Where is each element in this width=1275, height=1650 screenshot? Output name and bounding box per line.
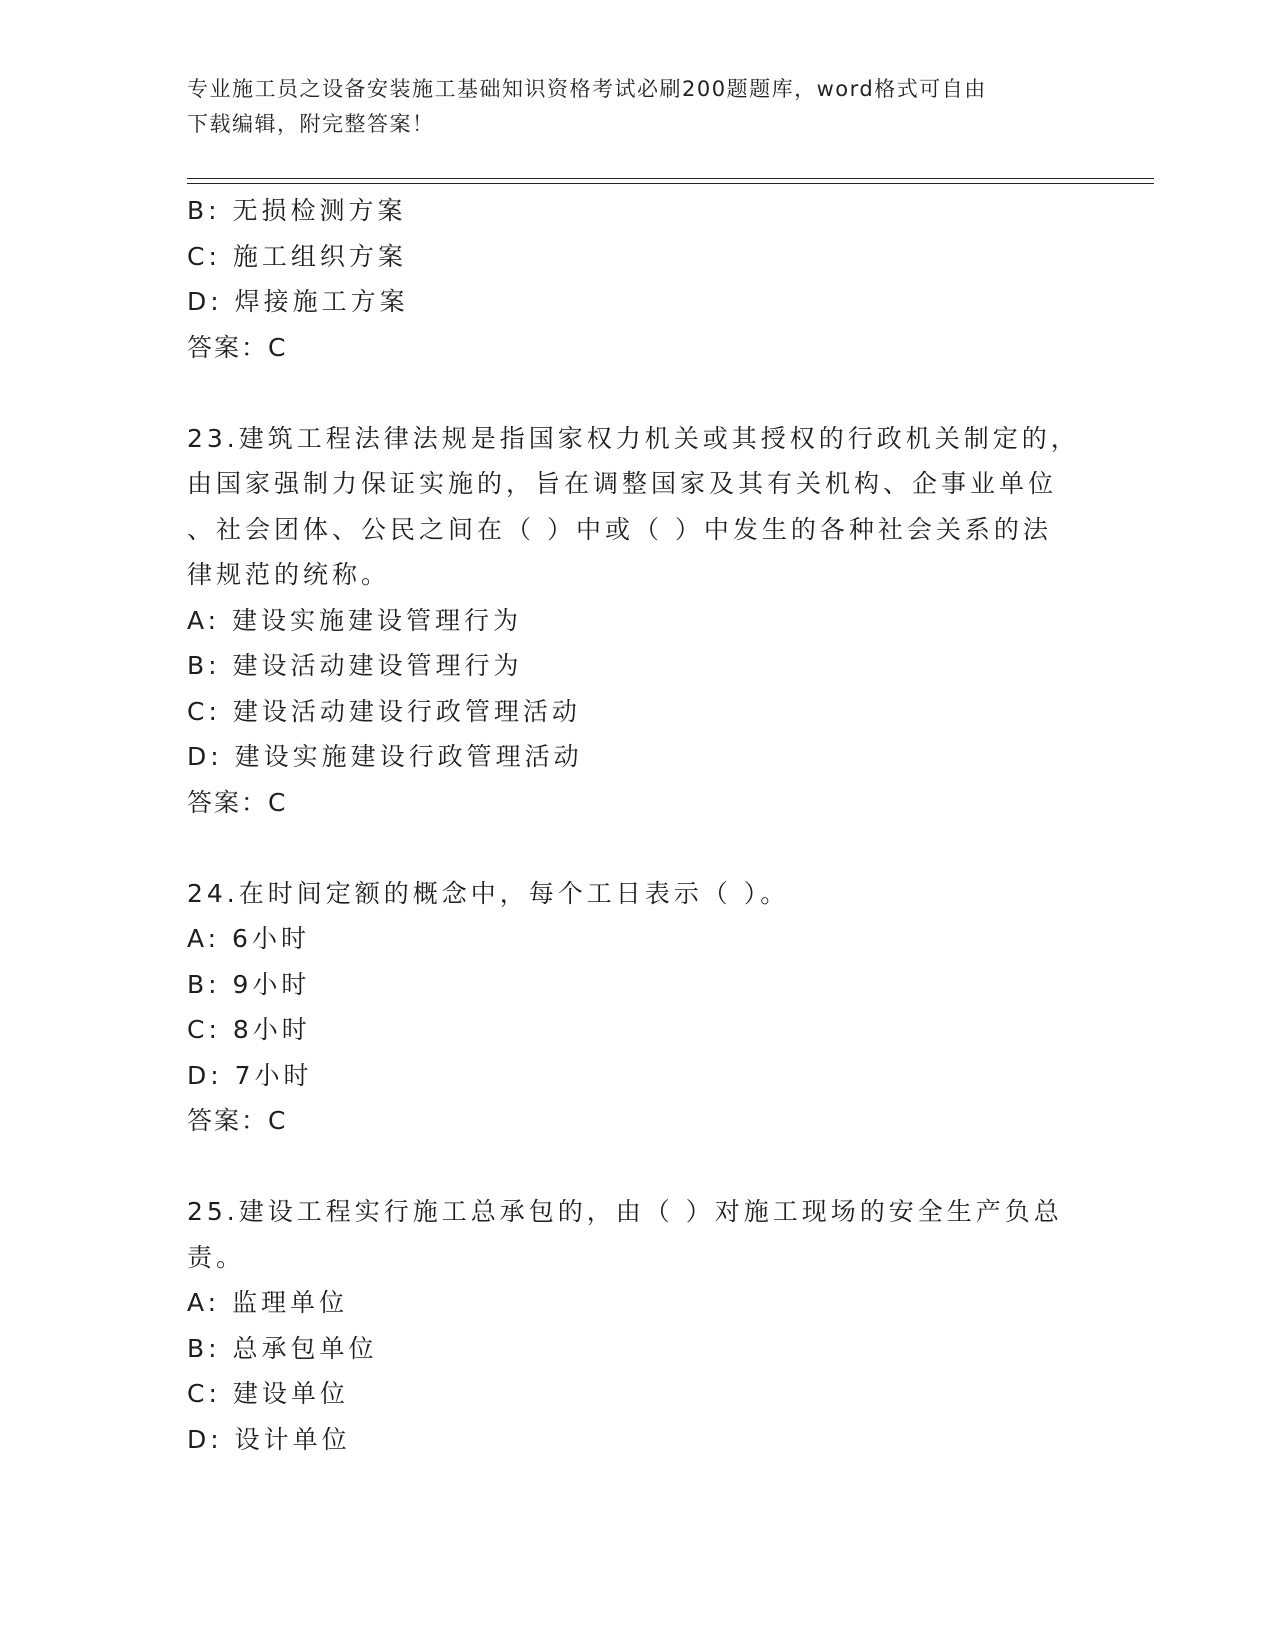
- option-key: A:: [187, 924, 221, 953]
- option-a: [187, 598, 1087, 644]
- option-key: D:: [187, 287, 223, 316]
- option-key: C:: [187, 1379, 221, 1408]
- option-key: C:: [187, 1015, 221, 1044]
- option-key: C:: [187, 696, 221, 726]
- question-text-line: 、社会团体、公民之间在（ ）中或（ ）中发生的各种社会关系的法: [187, 514, 1052, 544]
- option-text: 8小时: [232, 1015, 311, 1044]
- document-header: [187, 72, 1077, 142]
- question-text-line: 23.建筑工程法律法规是指国家权力机关或其授权的行政机关制定的，: [187, 423, 1080, 453]
- option-key: B:: [187, 969, 221, 999]
- option-a: [187, 1280, 1087, 1326]
- option-c: [187, 689, 1087, 735]
- option-key: B:: [187, 1333, 221, 1363]
- question-block-23: [187, 416, 1087, 826]
- question-text-line: 24.在时间定额的概念中，每个工日表示（ ）。: [187, 878, 790, 908]
- answer-line: 答案：C: [187, 1106, 288, 1135]
- option-text: 建设单位: [232, 1379, 349, 1408]
- option-c: [187, 234, 1087, 280]
- option-text: 建设实施建设行政管理活动: [234, 742, 583, 771]
- question-text-line: 责。: [187, 1242, 246, 1272]
- option-text: 7小时: [234, 1060, 313, 1090]
- header-rule-bottom: [187, 183, 1154, 184]
- header-line-2: 下载编辑，附完整答案！: [187, 112, 435, 136]
- question-list: [187, 188, 1087, 1462]
- option-text: 6小时: [232, 924, 310, 953]
- option-text: 建设活动建设管理行为: [232, 651, 523, 680]
- option-key: D:: [187, 1424, 223, 1454]
- spacer: [187, 1144, 1087, 1190]
- option-key: A:: [187, 1288, 221, 1317]
- option-text: 建设实施建设管理行为: [232, 605, 523, 635]
- option-c: [187, 1371, 1087, 1417]
- question-text-line: 律规范的统称。: [187, 560, 391, 589]
- header-line-1: 专业施工员之设备安装施工基础知识资格考试必刷200题题库，word格式可自由: [187, 77, 987, 101]
- option-key: C:: [187, 241, 221, 271]
- option-text: 总承包单位: [232, 1333, 378, 1363]
- option-text: 焊接施工方案: [234, 287, 409, 316]
- option-text: 设计单位: [234, 1424, 351, 1454]
- question-text-line: 由国家强制力保证实施的，旨在调整国家及其有关机构、企事业单位: [187, 469, 1058, 498]
- spacer: [187, 825, 1087, 871]
- option-key: A:: [187, 605, 221, 635]
- question-block-24: [187, 871, 1087, 1144]
- option-key: D:: [187, 742, 223, 771]
- option-text: 9小时: [232, 969, 311, 999]
- option-text: 监理单位: [232, 1288, 349, 1317]
- option-d: [187, 279, 1087, 325]
- answer-line: 答案：C: [187, 332, 288, 362]
- option-c: [187, 1007, 1087, 1053]
- option-b: [187, 643, 1087, 689]
- option-text: 无损检测方案: [232, 196, 407, 225]
- option-a: [187, 916, 1087, 962]
- header-rule-top: [187, 178, 1154, 179]
- spacer: [187, 370, 1087, 416]
- option-key: D:: [187, 1060, 223, 1090]
- option-d: [187, 734, 1087, 780]
- question-block-25: [187, 1189, 1087, 1462]
- option-text: 建设活动建设行政管理活动: [232, 696, 581, 726]
- option-b: [187, 1326, 1087, 1372]
- option-b: [187, 962, 1087, 1008]
- option-b: [187, 188, 1087, 234]
- option-key: B:: [187, 651, 221, 680]
- question-block-22: [187, 188, 1087, 370]
- option-d: [187, 1417, 1087, 1463]
- answer-line: 答案：C: [187, 787, 288, 817]
- option-d: [187, 1053, 1087, 1099]
- question-text-line: 25.建设工程实行施工总承包的，由（ ）对施工现场的安全生产负总: [187, 1197, 1063, 1226]
- option-key: B:: [187, 196, 221, 225]
- option-text: 施工组织方案: [232, 241, 407, 271]
